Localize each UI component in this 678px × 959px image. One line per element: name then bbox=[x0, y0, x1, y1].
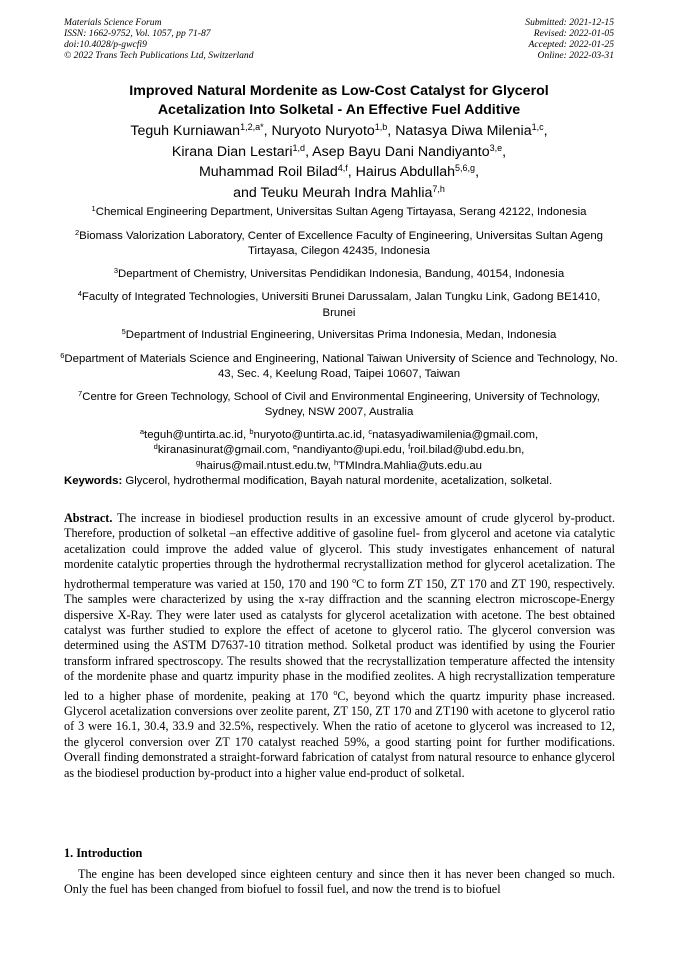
author-name: Teguh Kurniawan bbox=[130, 123, 241, 139]
email-address[interactable]: hairus@mail.ntust.edu.tw bbox=[200, 459, 328, 472]
submitted-date: Submitted: 2021-12-15 bbox=[525, 17, 614, 28]
copyright: © 2022 Trans Tech Publications Ltd, Switzerland bbox=[64, 50, 254, 61]
author-affil: 1,d bbox=[292, 142, 306, 153]
affiliation-text: Centre for Green Technology, School of Civil and Environmental Engineering, University of Technology, Sydney, NSW 2007, Australia bbox=[82, 390, 600, 418]
title-line-1: Improved Natural Mordenite as Low-Cost Catalyst for Glycerol bbox=[129, 83, 549, 99]
affiliation-number: 1 bbox=[91, 204, 96, 213]
email-key: h bbox=[333, 457, 339, 467]
author-emails bbox=[60, 428, 618, 475]
issn: ISSN: 1662-9752, Vol. 1057, pp 71-87 bbox=[64, 28, 211, 39]
email-address[interactable]: teguh@untirta.ac.id bbox=[144, 428, 243, 441]
email-address[interactable]: TMIndra.Mahlia@uts.edu.au bbox=[338, 459, 482, 472]
author-affil: 3,e bbox=[489, 142, 503, 153]
author-line-1: Teguh Kurniawan$^{1,2,a*}$, Nuryoto Nuryoto$^{1,b}$, Natasya Diwa Milenia$^{1,c}$, bbox=[130, 122, 548, 139]
section-heading-introduction: 1. Introduction bbox=[64, 846, 143, 860]
author-name: Nuryoto Nuryoto bbox=[271, 123, 375, 139]
affiliation-7 bbox=[60, 390, 618, 420]
author-affil: 1,c bbox=[531, 122, 544, 132]
author-name: Hairus Abdullah bbox=[355, 164, 456, 180]
affiliations bbox=[60, 205, 618, 474]
author-name: Teuku Meurah Indra Mahlia bbox=[260, 184, 433, 201]
affiliation-6 bbox=[60, 352, 618, 382]
introduction-text: The engine has been developed since eighteen century and since then it has never been changed so much. Only the fuel has been changed from biofuel to fossil fuel, and now the trend is to biofuel bbox=[64, 867, 615, 897]
author-line-4 bbox=[60, 184, 618, 205]
affiliation-number: 6 bbox=[60, 350, 65, 360]
author-list bbox=[60, 122, 618, 204]
author-name: Kirana Dian Lestari bbox=[171, 143, 293, 160]
affiliation-text: Department of Industrial Engineering, Universitas Prima Indonesia, Medan, Indonesia bbox=[125, 329, 557, 341]
keywords-text: Glycerol, hydrothermal modification, Bayah natural mordenite, acetalization, solketal. bbox=[125, 475, 553, 487]
abstract-text-2: C to form ZT 150, ZT 170 and ZT 190, respectively. The samples were characterized by using the x-ray diffraction and the scanning electron microscope-Energy dispersive X-Ray. They were later used as catalysts for glycerol acetalization with acetone. The best obtained catalyst was further studied to explore the effect of acetone to glycerol ratio. The glycerol conversion was determined using the ASTM D7637-10 titration method. Solketal product was identified by using the Fourier transform infrared spectroscopy. The results showed that the recrystallization temperature affected the intensity of the mordenite phase and quartz impurity phase in the modified zeolites. A high recrystallization temperature led to a higher phase of mordenite, peaking at 170 bbox=[64, 576, 615, 703]
author-affil: 7,h bbox=[432, 183, 445, 194]
email-address[interactable]: nandiyanto@upi.edu bbox=[297, 444, 402, 456]
accepted-date: Accepted: 2022-01-25 bbox=[528, 39, 614, 50]
keywords-label: Keywords: bbox=[64, 475, 123, 487]
email-key: c bbox=[368, 426, 373, 436]
email-key: a bbox=[139, 426, 145, 436]
abstract-text-1: The increase in biodiesel production results in an excessive amount of crude glycerol by-product. Therefore, production of solketal –an effective additive of gasoline fuel- from glycerol and acetone via catalytic acetalization could improve the added value of glycerol. This study investigates enhancement of natural mordenite catalytic properties through the hydrothermal recrystallization method for glycerol acetalization. The hydrothermal temperature was varied at 150, 170 and 190 bbox=[64, 511, 615, 591]
revised-date: Revised: 2022-01-05 bbox=[533, 28, 614, 39]
affiliation-number: 5 bbox=[121, 327, 126, 336]
email-key: g bbox=[195, 457, 201, 467]
affiliation-text: Chemical Engineering Department, Universitas Sultan Ageng Tirtayasa, Serang 42122, Indonesia bbox=[95, 206, 587, 218]
journal-name: Materials Science Forum bbox=[64, 17, 162, 28]
author-name: Natasya Diwa Milenia bbox=[395, 123, 532, 139]
affiliation-text: Faculty of Integrated Technologies, Universiti Brunei Darussalam, Jalan Tungku Link, Gadong BE1410, Brunei bbox=[81, 291, 601, 319]
doi: doi:10.4028/p-gwcfi9 bbox=[64, 39, 147, 50]
title-line-2: Acetalization Into Solketal - An Effective Fuel Additive bbox=[157, 102, 521, 118]
author-name: Muhammad Roil Bilad bbox=[198, 164, 338, 180]
affiliation-4 bbox=[60, 290, 618, 320]
affiliation-number: 2 bbox=[75, 227, 80, 237]
affiliation-2 bbox=[60, 229, 618, 259]
author-affil: 1,b bbox=[374, 122, 388, 132]
author-line-3: Muhammad Roil Bilad$^{4,f}$, Hairus Abdullah$^{5,6,g}$, bbox=[198, 163, 480, 180]
paper-title bbox=[60, 82, 618, 120]
abstract-text-3: C, beyond which the quartz impurity phase increased. Glycerol acetalization conversions over zeolite parent, ZT 150, ZT 170 and ZT190 with acetone to glycerol ratio of 3 were 16.1, 30.4, 33.9 and 32.5%, respectively. When the ratio of acetone to glycerol was increased to 12, the glycerol conversion over ZT 170 catalyst reached 59%, a good starting point for further modifications. Overall finding demonstrated a straight-forward fabrication of catalyst from natural resource to enhance glycerol as the biodiesel production by-product into a higher value end-product of solketal. bbox=[64, 688, 615, 780]
affiliation-text: Department of Chemistry, Universitas Pendidikan Indonesia, Bandung, 40154, Indonesia bbox=[117, 267, 565, 280]
author-affil: 5,6,g bbox=[455, 163, 476, 173]
affiliation-1 bbox=[60, 205, 618, 221]
journal-info bbox=[64, 17, 254, 61]
email-address[interactable]: nuryoto@untirta.ac.id bbox=[253, 428, 362, 441]
author-affil: 1,2,a* bbox=[240, 122, 264, 132]
affiliation-number: 7 bbox=[78, 388, 83, 398]
email-line-1: $^a$teguh@untirta.ac.id, $^b$nuryoto@untirta.ac.id, $^c$natasyadiwamilenia@gmail.com, bbox=[139, 426, 539, 441]
email-address[interactable]: natasyadiwamilenia@gmail.com bbox=[372, 428, 535, 441]
email-address[interactable]: kiranasinurat@gmail.com bbox=[157, 444, 287, 456]
author-name: Asep Bayu Dani Nandiyanto bbox=[312, 143, 490, 160]
email-key: d bbox=[153, 442, 158, 451]
abstract bbox=[64, 511, 615, 781]
email-line-3: $^g$hairus@mail.ntust.edu.tw, $^h$TMIndra.Mahlia@uts.edu.au bbox=[195, 457, 482, 472]
online-date: Online: 2022-03-31 bbox=[537, 50, 614, 61]
keywords bbox=[64, 474, 624, 488]
email-line-2: $^d$kiranasinurat@gmail.com, $^e$nandiyanto@upi.edu, $^f$roil.bilad@ubd.edu.bn, bbox=[153, 442, 525, 456]
author-line-2: Kirana Dian Lestari$^{1,d}$, Asep Bayu Dani Nandiyanto$^{3,e}$, bbox=[171, 142, 507, 160]
affiliation-number: 3 bbox=[113, 265, 118, 275]
degree-symbol: o bbox=[352, 575, 357, 585]
email-key: b bbox=[249, 426, 254, 436]
author-and: and bbox=[233, 184, 257, 201]
affiliation-text: Biomass Valorization Laboratory, Center of Excellence Faculty of Engineering, Universitas Sultan Ageng Tirtayasa, Cilegon 42435, Indonesia bbox=[79, 229, 603, 257]
email-key: e bbox=[292, 442, 298, 451]
author-affil: 4,f bbox=[337, 163, 348, 173]
publication-dates bbox=[525, 17, 614, 61]
affiliation-number: 4 bbox=[77, 289, 82, 298]
affiliation-3 bbox=[60, 267, 618, 283]
affiliation-5 bbox=[60, 328, 618, 344]
abstract-label: Abstract. bbox=[64, 511, 113, 525]
degree-symbol: o bbox=[333, 687, 338, 697]
affiliation-text: Department of Materials Science and Engineering, National Taiwan University of Science and Technology, No. 43, Sec. 4, Keelung Road, Taipei 10607, Taiwan bbox=[64, 352, 618, 380]
email-address[interactable]: roil.bilad@ubd.edu.bn bbox=[410, 444, 522, 456]
email-key: f bbox=[408, 442, 411, 451]
